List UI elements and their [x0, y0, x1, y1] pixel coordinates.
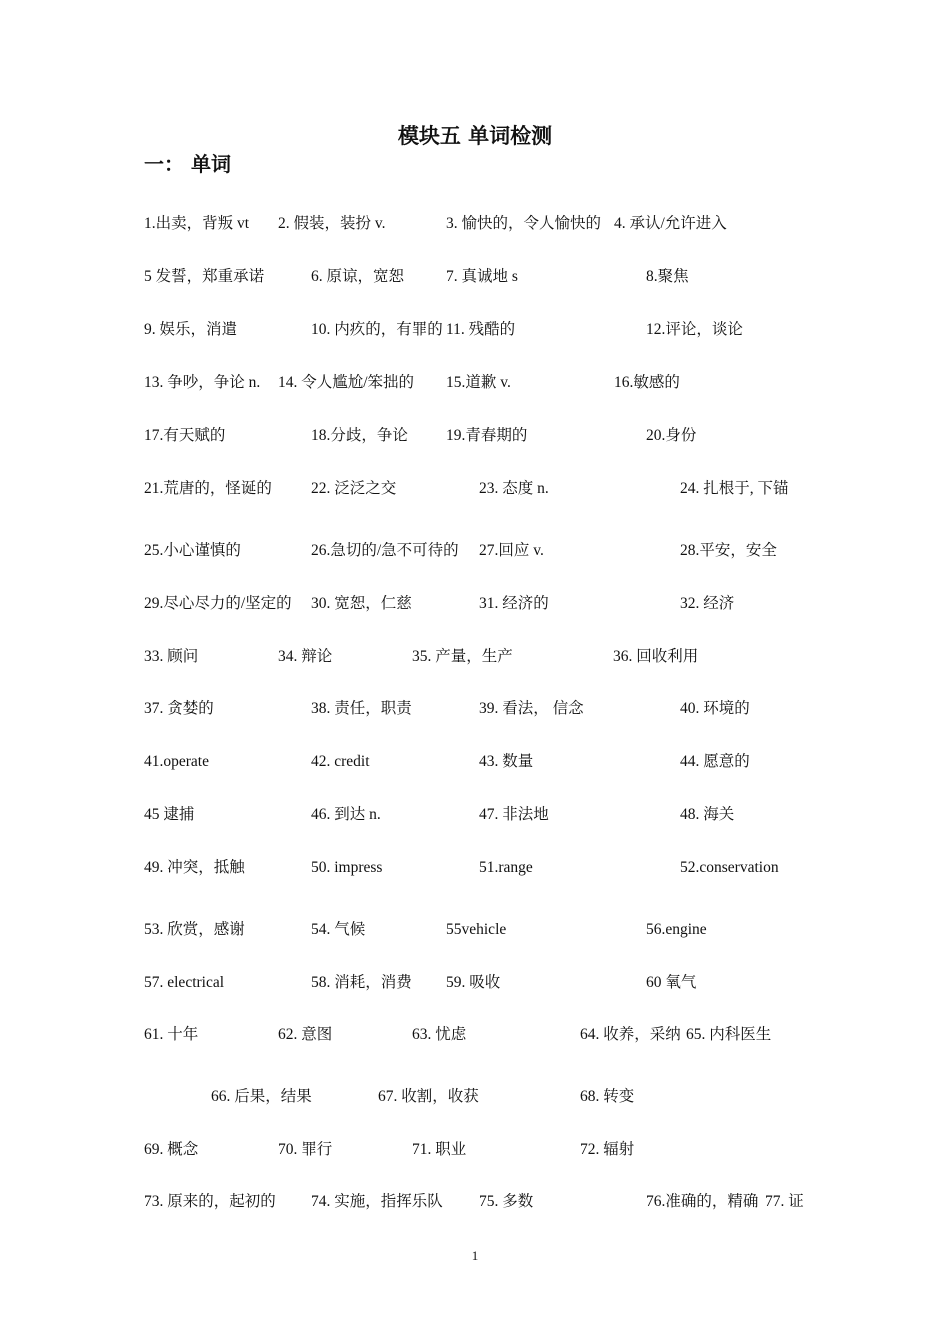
word-item: 76.准确的，精确 [646, 1193, 759, 1210]
word-item: 42. credit [311, 753, 370, 770]
word-row [0, 751, 950, 775]
word-row [0, 698, 950, 722]
word-row [0, 857, 950, 881]
word-item: 68. 转变 [580, 1088, 635, 1105]
word-item: 18.分歧，争论 [311, 427, 408, 444]
word-row [0, 593, 950, 617]
word-item: 73. 原来的，起初的 [144, 1193, 276, 1210]
word-item: 38. 责任，职责 [311, 700, 412, 717]
word-item: 21.荒唐的，怪诞的 [144, 480, 272, 497]
word-item: 53. 欣赏，感谢 [144, 921, 245, 938]
word-item: 1.出卖，背叛 vt [144, 215, 250, 232]
word-item: 39. 看法， 信念 [479, 700, 584, 717]
word-item: 61. 十年 [144, 1026, 199, 1043]
word-item: 67. 收割，收获 [378, 1088, 479, 1105]
word-item: 70. 罪行 [278, 1141, 333, 1158]
word-item: 74. 实施，指挥乐队 [311, 1193, 443, 1210]
word-row [0, 540, 950, 564]
word-item: 47. 非法地 [479, 806, 549, 823]
word-item: 66. 后果，结果 [211, 1088, 312, 1105]
word-row [0, 804, 950, 828]
word-row [0, 919, 950, 943]
word-item: 5 发誓，郑重承诺 [144, 268, 265, 285]
word-item: 72. 辐射 [580, 1141, 635, 1158]
word-item: 62. 意图 [278, 1026, 333, 1043]
word-item: 20.身份 [646, 427, 697, 444]
word-item: 49. 冲突，抵触 [144, 859, 245, 876]
word-item: 69. 概念 [144, 1141, 199, 1158]
word-item: 4. 承认/允许进入 [614, 215, 727, 232]
word-item: 77. 证 [765, 1193, 804, 1210]
word-item: 19.青春期的 [446, 427, 528, 444]
word-item: 48. 海关 [680, 806, 735, 823]
word-row [0, 372, 950, 396]
section-heading: 一： 单词 [144, 152, 231, 176]
word-item: 41.operate [144, 753, 209, 770]
word-item: 58. 消耗，消费 [311, 974, 412, 991]
word-item: 22. 泛泛之交 [311, 480, 397, 497]
word-item: 54. 气候 [311, 921, 366, 938]
word-item: 51.range [479, 859, 533, 876]
word-item: 46. 到达 n. [311, 806, 381, 823]
word-row [0, 478, 950, 502]
word-item: 13. 争吵，争论 n. [144, 374, 261, 391]
word-item: 15.道歉 v. [446, 374, 511, 391]
word-item: 24. 扎根于, 下锚 [680, 480, 789, 497]
word-row [0, 646, 950, 670]
page-title: 模块五 单词检测 [397, 124, 553, 148]
word-item: 71. 职业 [412, 1141, 467, 1158]
word-item: 27.回应 v. [479, 542, 544, 559]
word-item: 29.尽心尽力的/坚定的 [144, 595, 292, 612]
word-item: 60 氧气 [646, 974, 697, 991]
word-item: 57. electrical [144, 974, 225, 991]
word-row [0, 1086, 950, 1110]
word-item: 10. 内疚的，有罪的 [311, 321, 443, 338]
word-item: 11. 残酷的 [446, 321, 516, 338]
word-item: 34. 辩论 [278, 648, 333, 665]
word-row [0, 1139, 950, 1163]
page-number: 1 [471, 1248, 479, 1263]
word-item: 63. 忧虑 [412, 1026, 467, 1043]
word-item: 14. 令人尴尬/笨拙的 [278, 374, 415, 391]
word-item: 26.急切的/急不可待的 [311, 542, 459, 559]
word-item: 31. 经济的 [479, 595, 549, 612]
word-row [0, 213, 950, 237]
word-item: 40. 环境的 [680, 700, 750, 717]
word-item: 56.engine [646, 921, 707, 938]
word-item: 52.conservation [680, 859, 779, 876]
word-item: 37. 贪婪的 [144, 700, 214, 717]
word-row [0, 972, 950, 996]
word-item: 43. 数量 [479, 753, 534, 770]
word-item: 28.平安，安全 [680, 542, 777, 559]
word-item: 30. 宽恕，仁慈 [311, 595, 412, 612]
word-item: 35. 产量，生产 [412, 648, 513, 665]
word-item: 64. 收养，采纳 [580, 1026, 681, 1043]
word-row [0, 425, 950, 449]
word-item: 3. 愉快的，令人愉快的 [446, 215, 602, 232]
word-item: 9. 娱乐，消遣 [144, 321, 238, 338]
word-row [0, 1191, 950, 1215]
word-item: 25.小心谨慎的 [144, 542, 241, 559]
word-item: 2. 假装，装扮 v. [278, 215, 386, 232]
word-item: 32. 经济 [680, 595, 735, 612]
word-item: 55vehicle [446, 921, 507, 938]
word-item: 23. 态度 n. [479, 480, 549, 497]
word-item: 17.有天赋的 [144, 427, 226, 444]
word-item: 33. 顾问 [144, 648, 199, 665]
word-row [0, 319, 950, 343]
word-item: 45 逮捕 [144, 806, 195, 823]
word-row [0, 1024, 950, 1048]
word-item: 12.评论，谈论 [646, 321, 743, 338]
word-item: 44. 愿意的 [680, 753, 750, 770]
word-item: 8.聚焦 [646, 268, 689, 285]
word-item: 75. 多数 [479, 1193, 534, 1210]
word-row [0, 266, 950, 290]
word-item: 7. 真诚地 s [446, 268, 518, 285]
word-item: 36. 回收利用 [613, 648, 699, 665]
word-item: 16.敏感的 [614, 374, 680, 391]
word-item: 65. 内科医生 [686, 1026, 772, 1043]
word-item: 50. impress [311, 859, 383, 876]
word-item: 6. 原谅，宽恕 [311, 268, 405, 285]
word-item: 59. 吸收 [446, 974, 501, 991]
